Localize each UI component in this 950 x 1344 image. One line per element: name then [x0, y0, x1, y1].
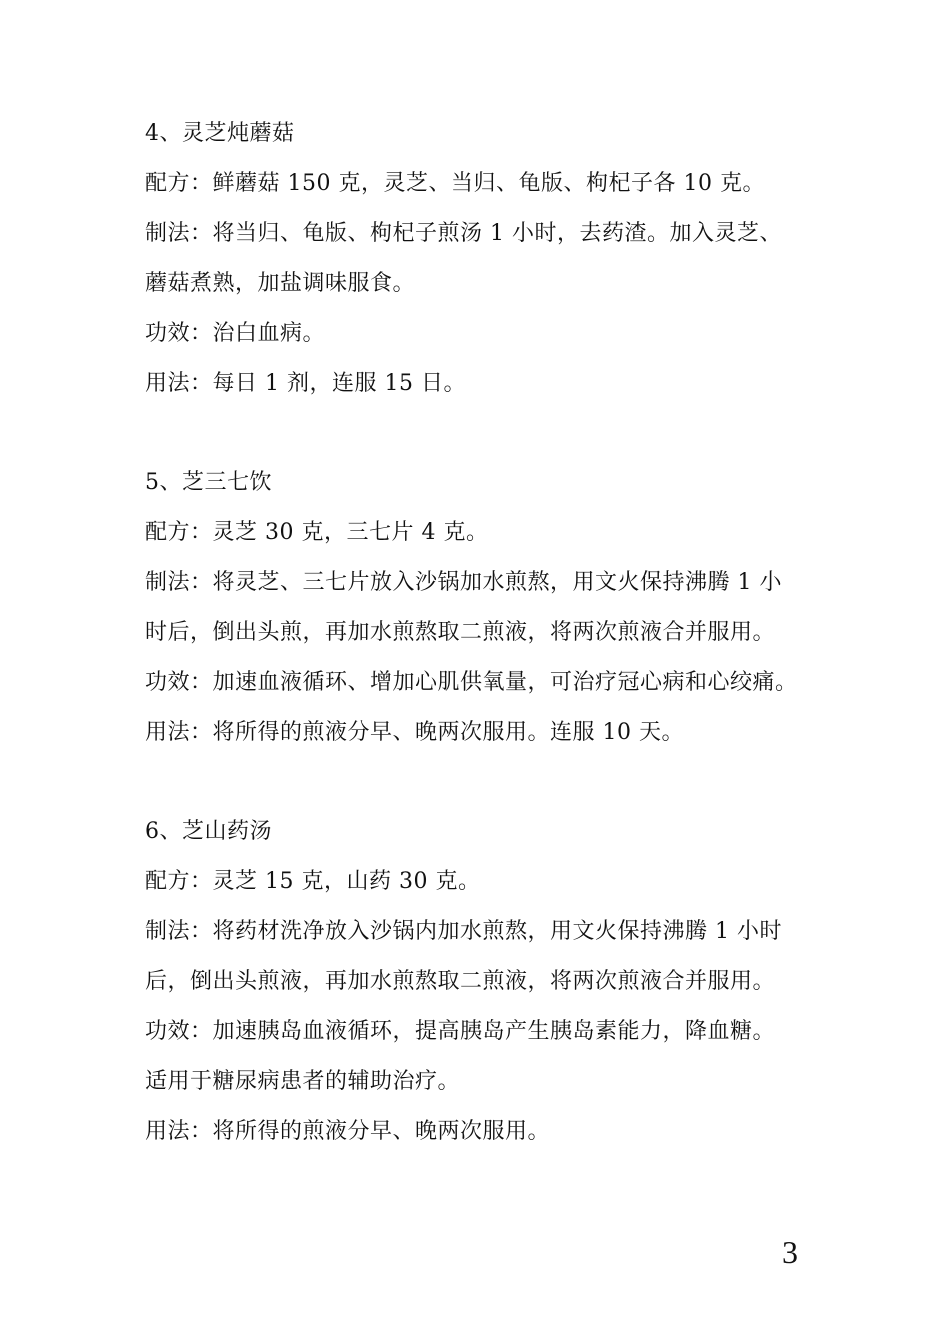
recipe-4-formula: 配方：鲜蘑菇 150 克，灵芝、当归、龟版、枸杞子各 10 克。 [145, 171, 765, 196]
recipe-6-title: 6、芝山药汤 [145, 819, 272, 844]
recipe-4-effect: 功效：治白血病。 [145, 321, 326, 346]
recipe-5-effect: 功效：加速血液循环、增加心肌供氧量，可治疗冠心病和心绞痛。 [145, 670, 798, 695]
page-number: 3 [782, 1234, 798, 1270]
recipe-5-method-line-2: 时后，倒出头煎，再加水煎熬取二煎液，将两次煎液合并服用。 [145, 620, 776, 645]
recipe-4-usage: 用法：每日 1 剂，连服 15 日。 [145, 371, 466, 396]
recipe-5-usage: 用法：将所得的煎液分早、晚两次服用。连服 10 天。 [145, 720, 684, 745]
recipe-6-usage: 用法：将所得的煎液分早、晚两次服用。 [145, 1119, 551, 1144]
recipe-4-method-line-1: 制法：将当归、龟版、枸杞子煎汤 1 小时，去药渣。加入灵芝、 [145, 221, 782, 246]
recipe-6-method-line-2: 后，倒出头煎液，再加水煎熬取二煎液，将两次煎液合并服用。 [145, 969, 776, 994]
recipe-5-method-line-1: 制法：将灵芝、三七片放入沙锅加水煎熬，用文火保持沸腾 1 小 [145, 570, 782, 595]
recipe-5-title: 5、芝三七饮 [145, 470, 272, 495]
recipe-6-formula: 配方：灵芝 15 克，山药 30 克。 [145, 869, 481, 894]
recipe-5-formula: 配方：灵芝 30 克，三七片 4 克。 [145, 520, 489, 545]
recipe-4-title: 4、灵芝炖蘑菇 [145, 121, 295, 146]
recipe-6-effect-line-1: 功效：加速胰岛血液循环，提高胰岛产生胰岛素能力，降血糖。 [145, 1019, 776, 1044]
recipe-6-method-line-1: 制法：将药材洗净放入沙锅内加水煎熬，用文火保持沸腾 1 小时 [145, 919, 782, 944]
recipe-4-method-line-2: 蘑菇煮熟，加盐调味服食。 [145, 271, 416, 296]
recipe-6-effect-line-2: 适用于糖尿病患者的辅助治疗。 [145, 1069, 461, 1094]
